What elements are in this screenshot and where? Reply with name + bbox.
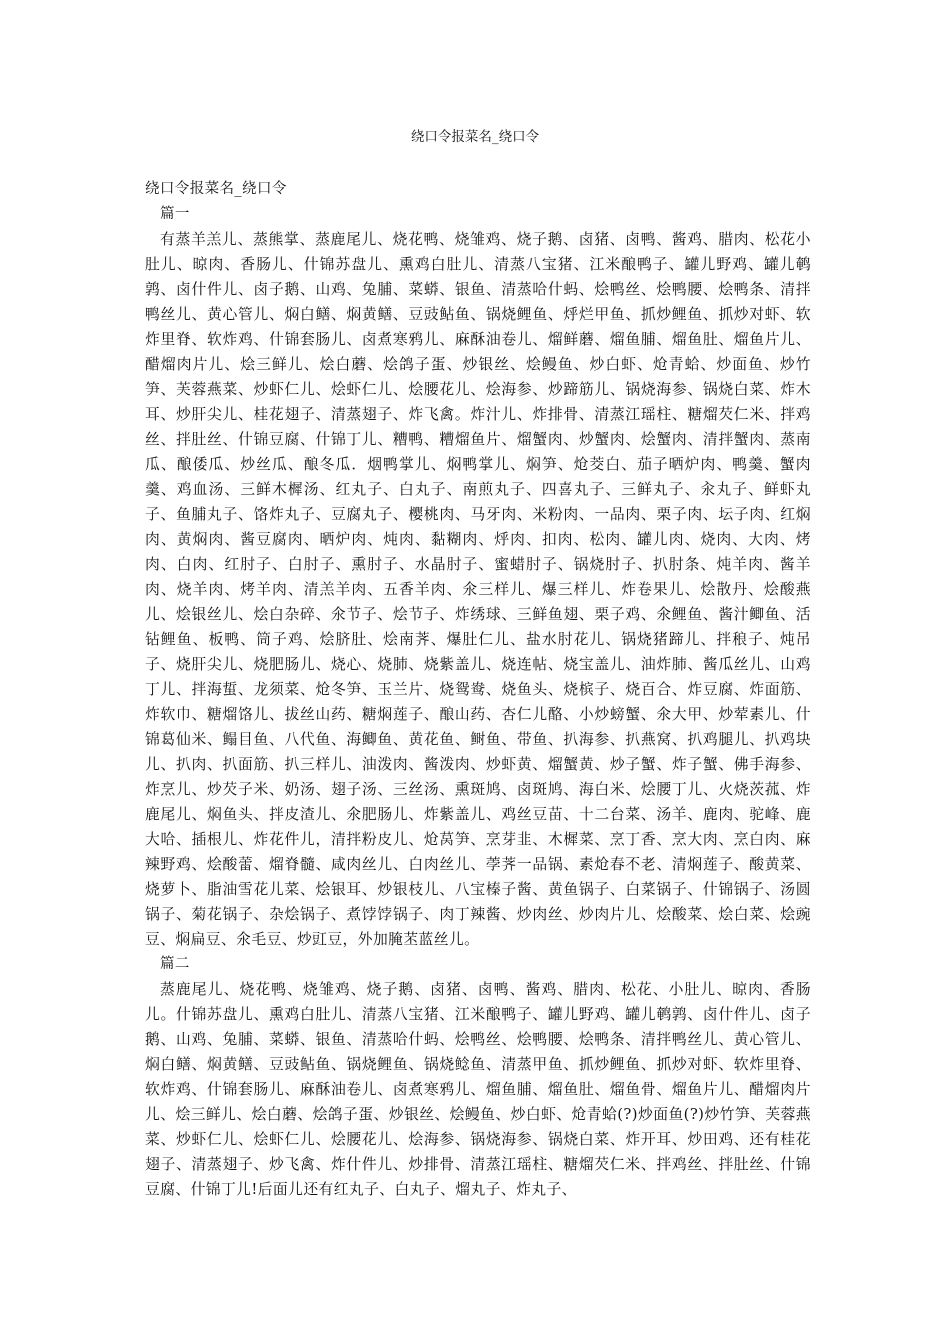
document-title: 绕口令报菜名_绕口令	[410, 129, 540, 145]
document-content	[145, 177, 811, 1202]
section-body-2: 蒸鹿尾儿、烧花鸭、烧雏鸡、烧子鹅、卤猪、卤鸭、酱鸡、腊肉、松花、小肚儿、晾肉、香肠儿。什锦苏盘儿、熏鸡白肚儿、清蒸八宝猪、江米酿鸭子、罐儿野鸡、罐儿鹌鹑、卤什件儿、卤子鹅、山鸡、兔脯、菜蟒、银鱼、清蒸哈什蚂、烩鸭丝、烩鸭腰、烩鸭条、清拌鸭丝儿、黄心管儿、焖白鳝、焖黄鳝、豆豉鲇鱼、锅烧鲤鱼、锅烧鲶鱼、清蒸甲鱼、抓炒鲤鱼、抓炒对虾、软炸里脊、软炸鸡、什锦套肠儿、麻酥油卷儿、卤煮寒鸦儿、熘鱼脯、熘鱼肚、熘鱼骨、熘鱼片儿、醋熘肉片儿、烩三鲜儿、烩白蘑、烩鸽子蛋、炒银丝、烩鳗鱼、炒白虾、炝青蛤(?)炒面鱼(?)炒竹笋、芙蓉燕菜、炒虾仁儿、烩虾仁儿、烩腰花儿、烩海参、锅烧海参、锅烧白菜、炸开耳、炒田鸡、还有桂花翅子、清蒸翅子、炒飞禽、炸什件儿、炒排骨、清蒸江瑶柱、糖熘芡仁米、拌鸡丝、拌肚丝、什锦豆腐、什锦丁儿!后面儿还有红丸子、白丸子、熘丸子、炸丸子、	[145, 981, 811, 1198]
section-heading-2: 篇二	[160, 956, 190, 972]
section-heading-1: 篇一	[160, 206, 190, 222]
section-body-1: 有蒸羊羔儿、蒸熊掌、蒸鹿尾儿、烧花鸭、烧雏鸡、烧子鹅、卤猪、卤鸭、酱鸡、腊肉、松花小肚儿、晾肉、香肠儿、什锦苏盘儿、熏鸡白肚儿、清蒸八宝猪、江米酿鸭子、罐儿野鸡、罐儿鹌鹑、卤什件儿、卤子鹅、山鸡、兔脯、菜蟒、银鱼、清蒸哈什蚂、烩鸭丝、烩鸭腰、烩鸭条、清拌鸭丝儿、黄心管儿、焖白鳝、焖黄鳝、豆豉鲇鱼、锅烧鲤鱼、烀烂甲鱼、抓炒鲤鱼、抓炒对虾、软炸里脊、软炸鸡、什锦套肠儿、卤煮寒鸦儿、麻酥油卷儿、熘鲜蘑、熘鱼脯、熘鱼肚、熘鱼片儿、醋熘肉片儿、烩三鲜儿、烩白蘑、烩鸽子蛋、炒银丝、烩鳗鱼、炒白虾、炝青蛤、炒面鱼、炒竹笋、芙蓉燕菜、炒虾仁儿、烩虾仁儿、烩腰花儿、烩海参、炒蹄筋儿、锅烧海参、锅烧白菜、炸木耳、炒肝尖儿、桂花翅子、清蒸翅子、炸飞禽。炸汁儿、炸排骨、清蒸江瑶柱、糖熘芡仁米、拌鸡丝、拌肚丝、什锦豆腐、什锦丁儿、糟鸭、糟熘鱼片、熘蟹肉、炒蟹肉、烩蟹肉、清拌蟹肉、蒸南瓜、酿倭瓜、炒丝瓜、酿冬瓜．烟鸭掌儿、焖鸭掌儿、焖笋、炝茭白、茄子晒炉肉、鸭羹、蟹肉羹、鸡血汤、三鲜木樨汤、红丸子、白丸子、南煎丸子、四喜丸子、三鲜丸子、汆丸子、鲜虾丸子、鱼脯丸子、饹炸丸子、豆腐丸子、樱桃肉、马牙肉、米粉肉、一品肉、栗子肉、坛子肉、红焖肉、黄焖肉、酱豆腐肉、晒炉肉、炖肉、黏糊肉、烀肉、扣肉、松肉、罐儿肉、烧肉、大肉、烤肉、白肉、红肘子、白肘子、熏肘子、水晶肘子、蜜蜡肘子、锅烧肘子、扒肘条、炖羊肉、酱羊肉、烧羊肉、烤羊肉、清羔羊肉、五香羊肉、氽三样儿、爆三样儿、炸卷果儿、烩散丹、烩酸燕儿、烩银丝儿、烩白杂碎、氽节子、烩节子、炸绣球、三鲜鱼翅、栗子鸡、氽鲤鱼、酱汁鲫鱼、活钻鲤鱼、板鸭、筒子鸡、烩脐肚、烩南荠、爆肚仁儿、盐水肘花儿、锅烧猪蹄儿、拌稂子、炖吊子、烧肝尖儿、烧肥肠儿、烧心、烧肺、烧紫盖儿、烧连帖、烧宝盖儿、油炸肺、酱瓜丝儿、山鸡丁儿、拌海蜇、龙须菜、炝冬笋、玉兰片、烧鸳鸯、烧鱼头、烧槟子、烧百合、炸豆腐、炸面筋、炸软巾、糖熘饹儿、拔丝山药、糖焖莲子、酿山药、杏仁儿酪、小炒螃蟹、氽大甲、炒荤素儿、什锦葛仙米、鳎目鱼、八代鱼、海鲫鱼、黄花鱼、鲥鱼、带鱼、扒海参、扒燕窝、扒鸡腿儿、扒鸡块儿、扒肉、扒面筋、扒三样儿、油泼肉、酱泼肉、炒虾黄、熘蟹黄、炒子蟹、炸子蟹、佛手海参、炸烹儿、炒芡子米、奶汤、翅子汤、三丝汤、熏斑鸠、卤斑鸠、海白米、烩腰丁儿、火烧茨菰、炸鹿尾儿、焖鱼头、拌皮渣儿、氽肥肠儿、炸紫盖儿、鸡丝豆苗、十二台菜、汤羊、鹿肉、驼峰、鹿大哈、插根儿、炸花件儿，清拌粉皮儿、炝莴笋、烹芽韭、木樨菜、烹丁香、烹大肉、烹白肉、麻辣野鸡、烩酸蕾、熘脊髓、咸肉丝儿、白肉丝儿、荸荠一品锅、素炝春不老、清焖莲子、酸黄菜、烧萝卜、脂油雪花儿菜、烩银耳、炒银枝儿、八宝榛子酱、黄鱼锅子、白菜锅子、什锦锅子、汤圆锅子、菊花锅子、杂烩锅子、煮饽饽锅子、肉丁辣酱、炒肉丝、炒肉片儿、烩酸菜、烩白菜、烩豌豆、焖扁豆、氽毛豆、炒豇豆，外加腌苤蓝丝儿。	[145, 231, 811, 948]
document-subtitle: 绕口令报菜名_绕口令	[145, 181, 287, 197]
